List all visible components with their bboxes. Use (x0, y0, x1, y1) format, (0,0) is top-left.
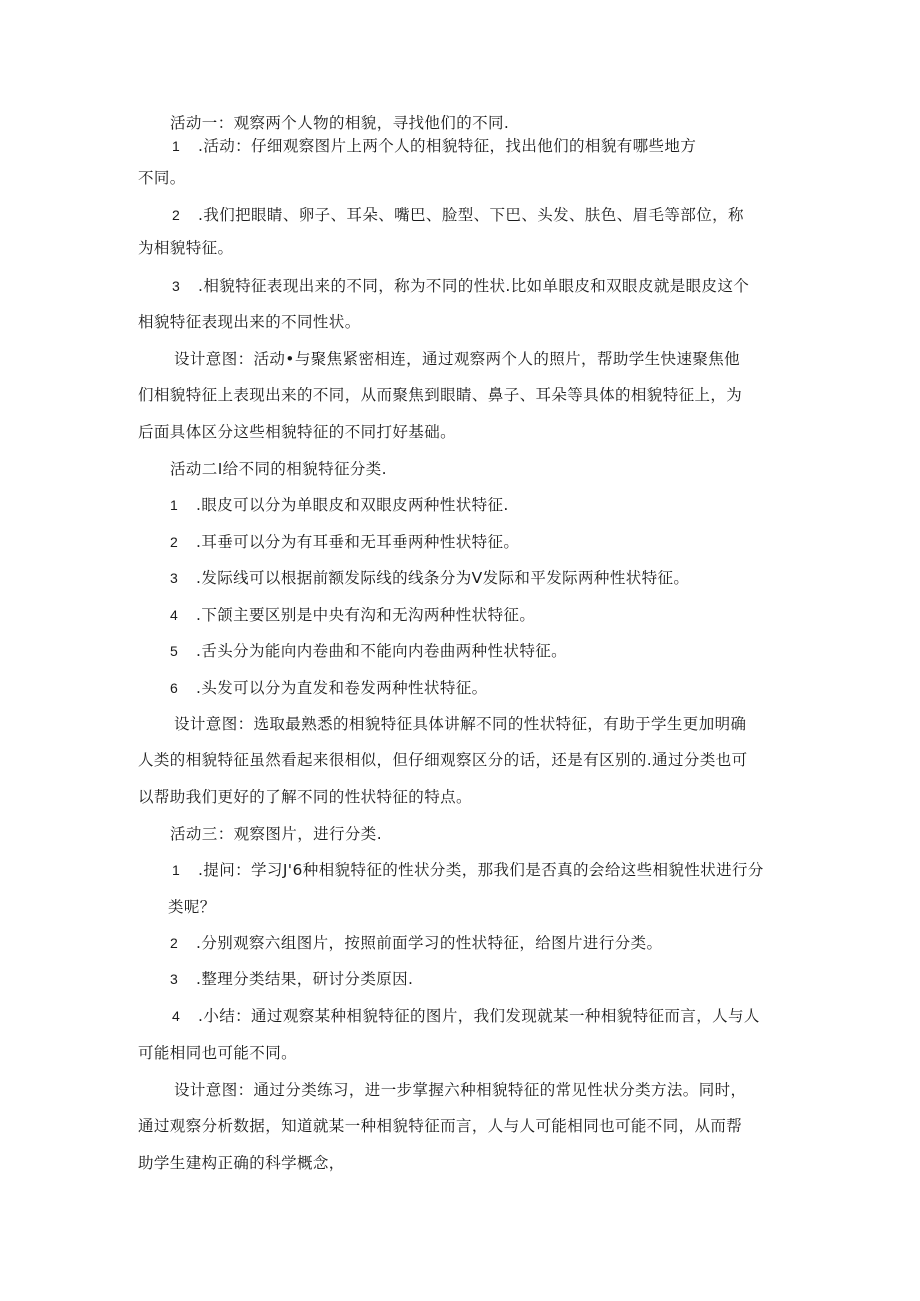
activity2-title: 活动二I给不同的相貌特征分类. (170, 460, 387, 478)
activity3-item-1-cont: 类呢？ (168, 898, 216, 916)
activity1-design-intent-2: 们相貌特征上表现出来的不同，从而聚焦到眼睛、鼻子、耳朵等具体的相貌特征上，为 (138, 386, 743, 404)
item-text: .提问：学习J'6种相貌特征的性状分类，那我们是否真的会给这些相貌性状进行分 (198, 861, 764, 879)
activity1-item-1 (172, 136, 696, 156)
activity2-design-intent-2: 人类的相貌特征虽然看起来很相似，但仔细观察区分的话，还是有区别的.通过分类也可 (138, 751, 748, 769)
activity1-item-2-cont: 为相貌特征。 (138, 239, 234, 257)
activity1-item-3 (172, 276, 749, 296)
activity3-item-4-cont: 可能相同也可能不同。 (138, 1044, 298, 1062)
item-text: .头发可以分为直发和卷发两种性状特征。 (196, 679, 488, 697)
item-text: .舌头分为能向内卷曲和不能向内卷曲两种性状特征。 (196, 642, 568, 660)
item-text: .活动：仔细观察图片上两个人的相貌特征，找出他们的相貌有哪些地方 (198, 137, 697, 155)
activity3-item-2 (170, 933, 662, 953)
item-number: 1 (172, 138, 181, 154)
activity2-item-5 (170, 641, 567, 661)
item-number: 4 (170, 607, 179, 623)
activity2-design-intent-3: 以帮助我们更好的了解不同的性状特征的特点。 (138, 788, 472, 806)
activity2-item-2 (170, 532, 519, 552)
item-text: .发际线可以根据前额发际线的线条分为V发际和平发际两种性状特征。 (196, 569, 690, 587)
activity2-item-6 (170, 678, 488, 698)
activity3-item-1 (172, 860, 764, 880)
item-text: .分别观察六组图片，按照前面学习的性状特征，给图片进行分类。 (196, 934, 663, 952)
item-text: .我们把眼睛、卵子、耳朵、嘴巴、脸型、下巴、头发、肤色、眉毛等部位，称 (198, 206, 744, 224)
item-number: 3 (170, 971, 179, 987)
item-text: .相貌特征表现出来的不同，称为不同的性状.比如单眼皮和双眼皮就是眼皮这个 (198, 277, 750, 295)
item-text: .下颌主要区别是中央有沟和无沟两种性状特征。 (196, 606, 536, 624)
activity2-design-intent-1: 设计意图：选取最熟悉的相貌特征具体讲解不同的性状特征，有助于学生更加明确 (174, 715, 747, 733)
activity1-item-2 (172, 205, 744, 225)
activity3-item-4 (172, 1006, 760, 1026)
item-number: 2 (172, 207, 181, 223)
item-text: .整理分类结果，研讨分类原因. (196, 970, 414, 988)
activity3-design-intent-1: 设计意图：通过分类练习，进一步掌握六种相貌特征的常见性状分类方法。同时， (174, 1081, 747, 1099)
item-number: 5 (170, 643, 179, 659)
activity3-design-intent-3: 助学生建构正确的科学概念， (138, 1154, 345, 1172)
activity1-design-intent-3: 后面具体区分这些相貌特征的不同打好基础。 (138, 423, 457, 441)
item-number: 3 (172, 278, 181, 294)
item-text: .小结：通过观察某种相貌特征的图片，我们发现就某一种相貌特征而言，人与人 (198, 1007, 760, 1025)
activity2-item-3 (170, 568, 689, 588)
activity1-item-3-cont: 相貌特征表现出来的不同性状。 (138, 313, 361, 331)
activity3-design-intent-2: 通过观察分析数据，知道就某一种相貌特征而言，人与人可能相同也可能不同，从而帮 (138, 1117, 743, 1135)
item-number: 2 (170, 935, 179, 951)
item-text: .耳垂可以分为有耳垂和无耳垂两种性状特征。 (196, 533, 520, 551)
item-number: 2 (170, 534, 179, 550)
activity1-item-1-cont: 不同。 (138, 169, 186, 187)
activity2-item-1 (170, 495, 509, 515)
activity1-design-intent-1: 设计意图：活动•与聚焦紧密相连，通过观察两个人的照片，帮助学生快速聚焦他 (174, 350, 741, 368)
activity3-title: 活动三：观察图片，进行分类. (170, 825, 383, 843)
item-number: 6 (170, 680, 179, 696)
activity3-item-3 (170, 969, 413, 989)
activity1-title: 活动一：观察两个人物的相貌，寻找他们的不同. (170, 114, 510, 132)
item-number: 3 (170, 570, 179, 586)
item-number: 1 (170, 497, 179, 513)
item-number: 1 (172, 862, 181, 878)
item-number: 4 (172, 1008, 181, 1024)
activity2-item-4 (170, 605, 535, 625)
item-text: .眼皮可以分为单眼皮和双眼皮两种性状特征. (196, 496, 509, 514)
